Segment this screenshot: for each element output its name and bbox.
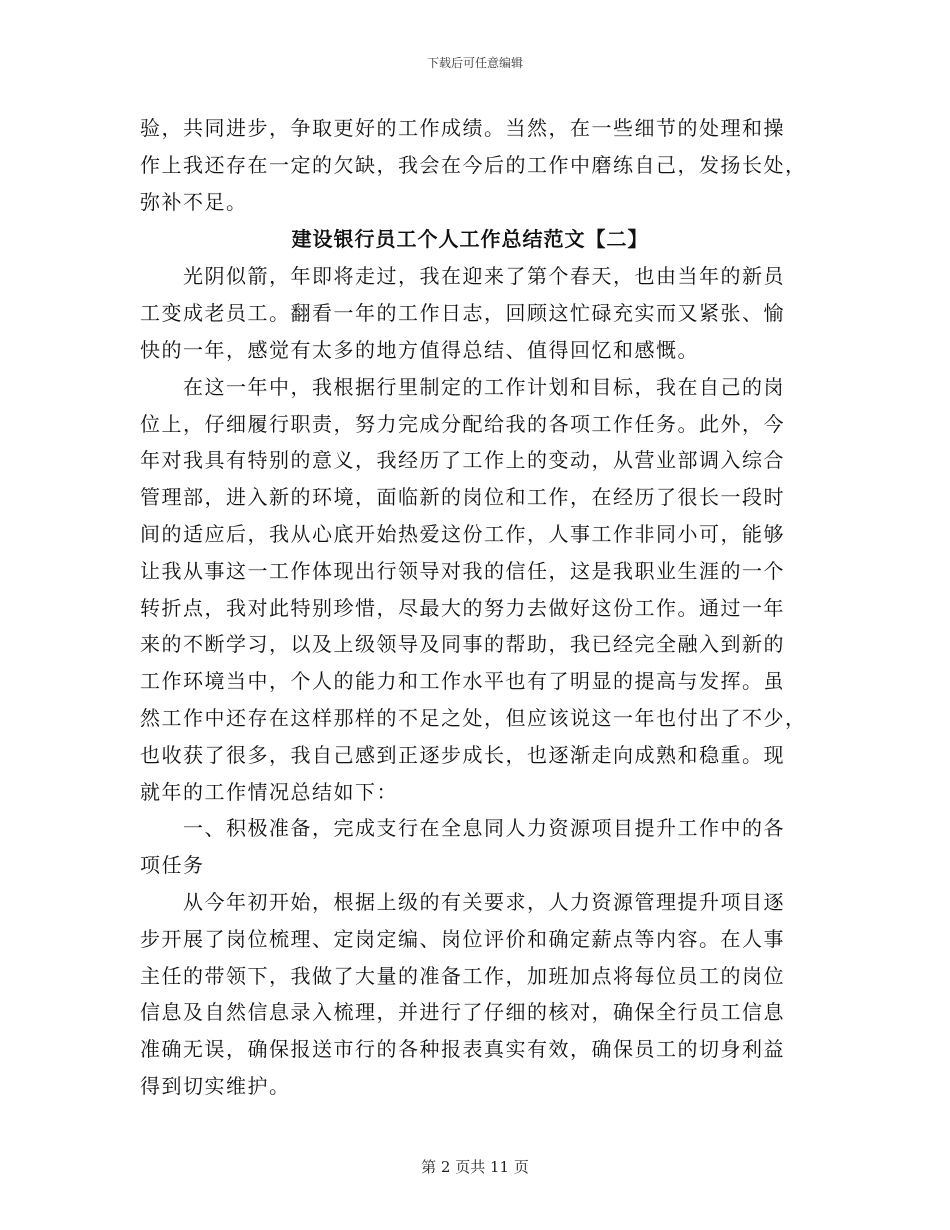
- text-line: 主任的带领下，我做了大量的准备工作，加班加点将每位员工的岗位: [140, 963, 785, 988]
- paragraph-intro: [140, 258, 800, 368]
- document-body: [140, 110, 807, 1105]
- text-line: 得到切实维护。: [140, 1073, 291, 1098]
- text-line: 弥补不足。: [140, 189, 248, 214]
- text-line: 工作环境当中，个人的能力和工作水平也有了明显的提高与发挥。虽: [140, 669, 785, 694]
- text-line: 快的一年，感觉有太多的地方值得总结、值得回忆和感慨。: [140, 337, 699, 362]
- text-line: 管理部，进入新的环境，面临新的岗位和工作，在经历了很长一段时: [140, 485, 785, 510]
- text-line: 工变成老员工。翻看一年的工作日志，回顾这忙碌充实而又紧张、愉: [140, 301, 785, 326]
- text-line: 步开展了岗位梳理、定岗定编、岗位评价和确定薪点等内容。在人事: [140, 926, 785, 951]
- text-line: 让我从事这一工作体现出行领导对我的信任，这是我职业生涯的一个: [140, 558, 785, 583]
- text-line: 年对我具有特别的意义，我经历了工作上的变动，从营业部调入综合: [140, 448, 785, 473]
- section-title: 建设银行员工个人工作总结范文【二】: [291, 227, 649, 252]
- text-line: 光阴似箭，年即将走过，我在迎来了第个春天，也由当年的新员: [140, 264, 785, 289]
- paragraph-hr-project: [140, 884, 800, 1105]
- text-line: 间的适应后，我从心底开始热爱这份工作，人事工作非同小可，能够: [140, 521, 785, 546]
- page-header-note: 下载后可任意编辑: [426, 56, 523, 70]
- text-line: 项任务: [140, 853, 205, 878]
- text-line: 作上我还存在一定的欠缺，我会在今后的工作中磨练自己，发扬长处，: [140, 152, 807, 177]
- text-line: 验，共同进步，争取更好的工作成绩。当然，在一些细节的处理和操: [140, 116, 785, 140]
- text-line: 就年的工作情况总结如下：: [140, 779, 398, 804]
- text-line: 位上，仔细履行职责，努力完成分配给我的各项工作任务。此外，今: [140, 411, 785, 436]
- text-line: 从今年初开始，根据上级的有关要求，人力资源管理提升项目逐: [140, 889, 785, 914]
- paragraph-continuation: [140, 110, 807, 220]
- paragraph-heading-one: [140, 810, 800, 884]
- text-line: 信息及自然信息录入梳理，并进行了仔细的核对，确保全行员工信息: [140, 1000, 785, 1025]
- page-number-footer: 第 2 页共 11 页: [421, 1158, 529, 1176]
- text-line: 准确无误，确保报送市行的各种报表真实有效，确保员工的切身利益: [140, 1037, 785, 1062]
- text-line: 一、积极准备，完成支行在全息同人力资源项目提升工作中的各: [140, 816, 785, 841]
- text-line: 转折点，我对此特别珍惜，尽最大的努力去做好这份工作。通过一年: [140, 595, 785, 620]
- text-line: 在这一年中，我根据行里制定的工作计划和目标，我在自己的岗: [140, 374, 785, 399]
- text-line: 来的不断学习，以及上级领导及同事的帮助，我已经完全融入到新的: [140, 632, 785, 657]
- text-line: 然工作中还存在这样那样的不足之处，但应该说这一年也付出了不少，: [140, 705, 807, 730]
- text-line: 也收获了很多，我自己感到正逐步成长，也逐渐走向成熟和稳重。现: [140, 742, 785, 767]
- paragraph-review: [140, 369, 807, 811]
